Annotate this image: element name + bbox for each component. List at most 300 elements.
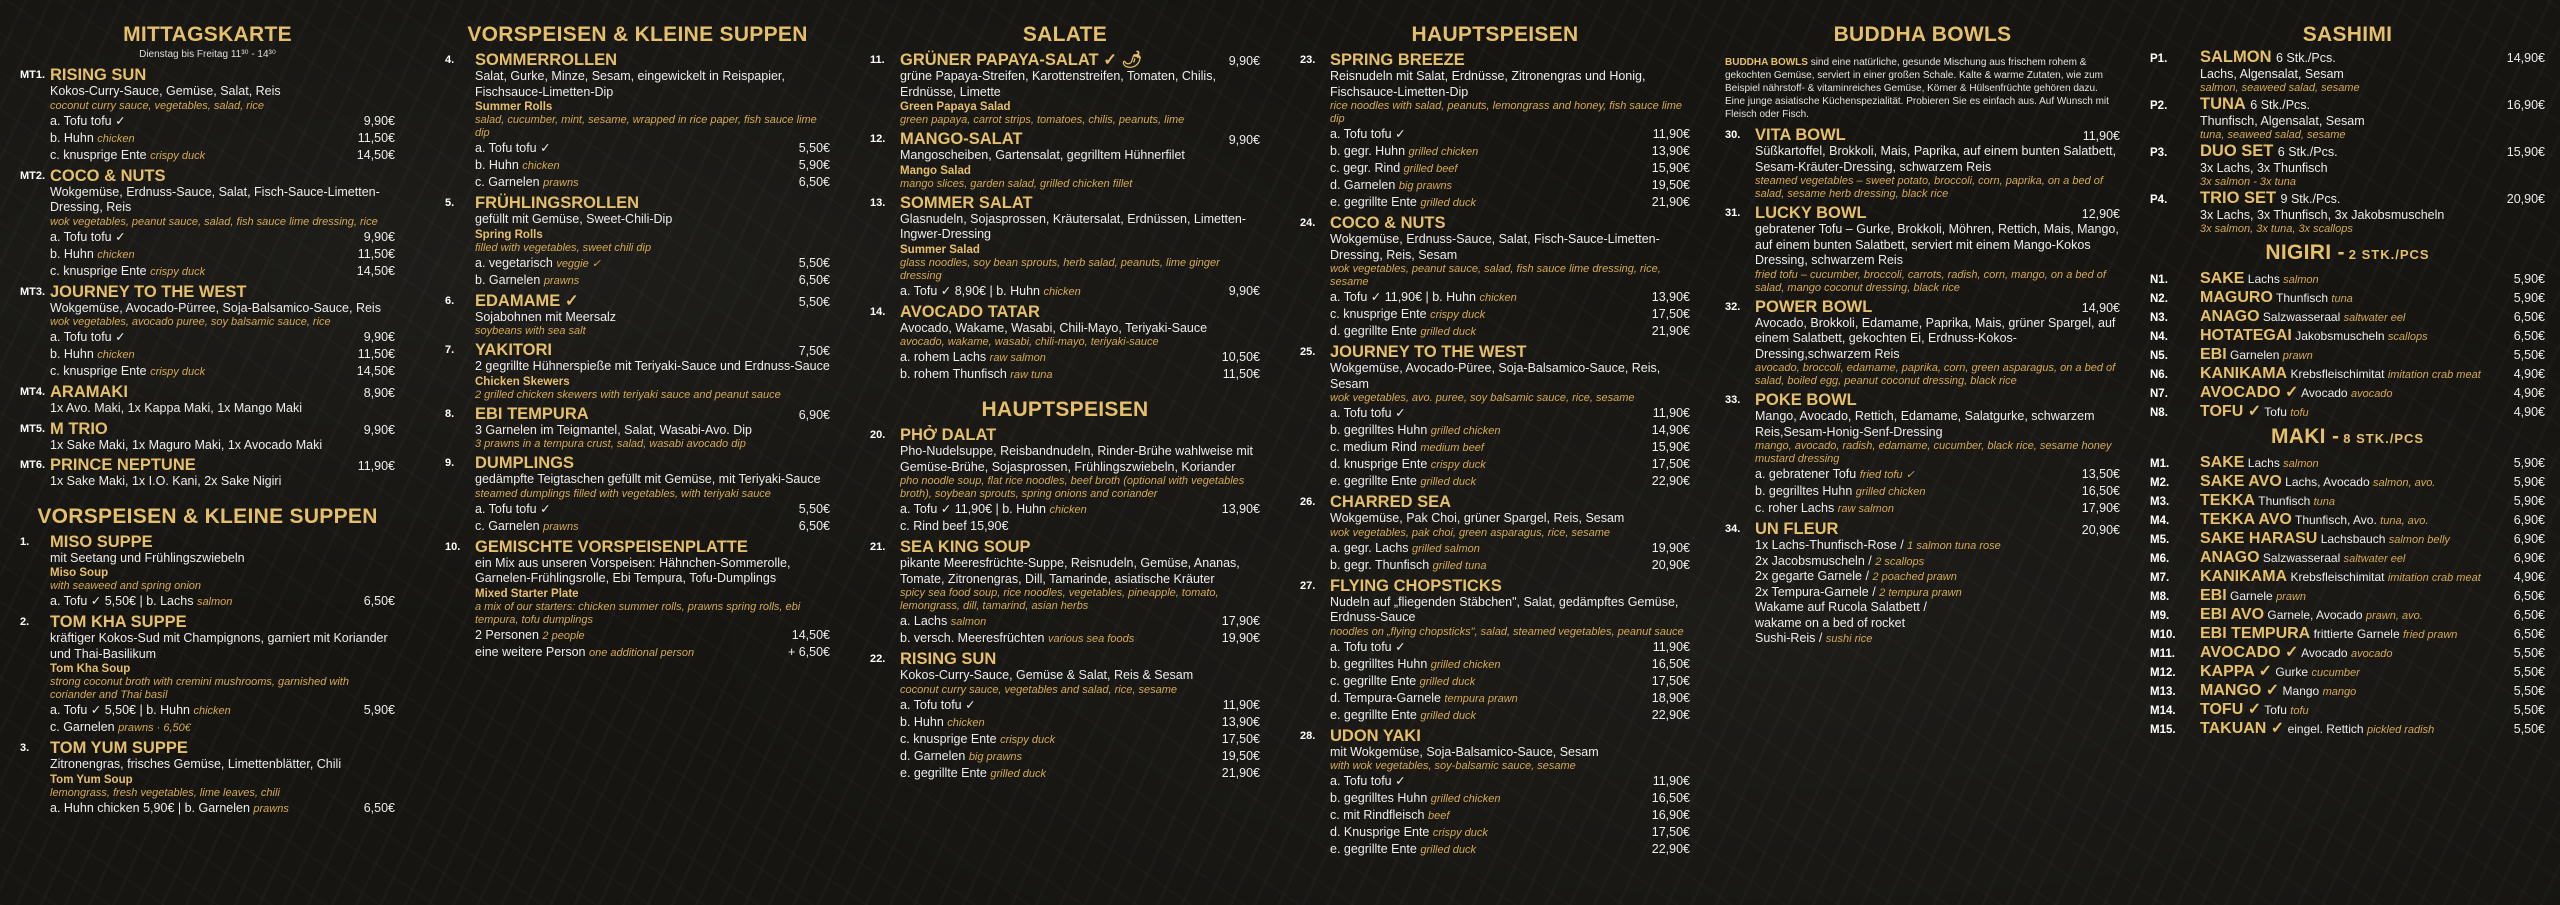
item-number: M5. <box>2150 534 2170 546</box>
item-number: MT3. <box>20 285 46 298</box>
item-de: Salzwasseraal <box>2262 551 2341 565</box>
variant-name: b. gegr. Huhn <box>1330 144 1406 158</box>
item-name: EDAMAME ✓ <box>475 291 579 310</box>
maki-item <box>2150 663 2545 680</box>
item-price: 14,90€ <box>2506 51 2545 65</box>
sashimi-row <box>2150 49 2545 95</box>
variant-english: tempura prawn <box>1444 692 1518 705</box>
variant-name: a. Tofu tofu ✓ <box>1330 127 1406 141</box>
item-header <box>2200 384 2545 401</box>
intro-text <box>1725 56 2120 121</box>
item-header <box>50 740 395 757</box>
variant-label <box>50 113 126 130</box>
item-body <box>2200 606 2545 623</box>
variant-name: d. gegrillte Ente <box>1330 324 1417 338</box>
name-wrap <box>2200 530 2450 547</box>
variant-label <box>900 366 1052 383</box>
variant-row <box>50 719 395 736</box>
column-sashimi <box>2150 22 2545 737</box>
item-description: Wokgemüse, Erdnuss-Sauce, Salat, Fisch-Sauce-Limetten-Dressing, Reis <box>50 184 380 214</box>
item-de: Lachs <box>2247 456 2280 470</box>
menu-item <box>445 406 830 452</box>
variant-english: grilled duck <box>1419 675 1476 688</box>
item-header <box>475 293 830 310</box>
item-name: COCO & NUTS <box>50 166 166 185</box>
variant-label <box>1330 439 1484 456</box>
line-en: sushi rice <box>1825 633 1873 645</box>
item-de: frittierte Garnele <box>2313 627 2400 641</box>
item-header <box>2200 606 2545 623</box>
variant-price: 17,50€ <box>1651 825 1690 839</box>
item-name: COCO & NUTS <box>1330 214 1446 232</box>
variant-price: 17,50€ <box>1651 457 1690 471</box>
variant-english: prawns · 6,50€ <box>118 722 191 734</box>
variant-row <box>1755 483 2120 500</box>
variant-row <box>1330 841 1690 858</box>
variant-row <box>475 174 830 191</box>
item-number: M4. <box>2150 515 2170 527</box>
item-english: wok vegetables, pak choi, green asparagus, rice, sesame <box>1330 526 1611 539</box>
variant-label <box>50 346 135 363</box>
sashimi-body <box>2200 143 2545 189</box>
variant-row <box>1330 194 1690 211</box>
variant-english: crispy duck <box>150 265 206 278</box>
item-de: Garnele <box>2230 589 2273 603</box>
item-number: 11. <box>870 54 885 66</box>
item-description: 2 gegrillte Hühnerspieße mit Teriyaki-Sauce und Erdnuss-Sauce <box>475 359 830 373</box>
item-english: steamed vegetables – sweet potato, broccoli, corn, paprika, on a bed of salad, sesame herb dressing, black rice <box>1755 175 2103 200</box>
item-translation: Summer Rolls <box>475 101 553 113</box>
variant-name: a. Tofu tofu ✓ <box>900 697 976 712</box>
menu-item <box>1300 578 1690 724</box>
variant-label <box>900 697 976 714</box>
variant-row <box>50 263 395 280</box>
item-body <box>2200 308 2545 325</box>
item-name: AVOCADO ✓ <box>2200 384 2299 401</box>
variant-name: e. gegrillte Ente <box>1330 842 1417 856</box>
variant-name: c. knusprige Ente <box>50 147 147 162</box>
name-wrap <box>2200 308 2405 325</box>
variant-english: medium beef <box>1420 442 1484 454</box>
item-name: UN FLEUR <box>1755 520 1839 538</box>
variant-row <box>50 593 395 610</box>
item-header <box>900 195 1260 212</box>
item-name: FLYING CHOPSTICKS <box>1330 576 1502 595</box>
item-english: salmon, avo. <box>2373 477 2436 489</box>
variant-row <box>1330 673 1690 690</box>
variant-label <box>475 627 585 644</box>
item-tag: 6 Stk./Pcs. <box>2277 145 2338 159</box>
name-wrap <box>2200 49 2336 67</box>
item-description: Sojabohnen mit Meersalz <box>475 309 617 324</box>
variant-english: chicken <box>1479 292 1517 304</box>
item-english: wok vegetables, peanut sauce, salad, fish sauce lime dressing, rice, sesame <box>1330 263 1661 288</box>
variant-label <box>1330 323 1476 340</box>
variant-name: a. Tofu tofu ✓ <box>475 141 551 155</box>
item-english: prawn <box>2282 350 2313 362</box>
name-wrap <box>2200 143 2338 161</box>
item-number: 13. <box>870 196 886 209</box>
variant-row <box>900 731 1260 748</box>
variant-name: b. Huhn <box>50 130 94 145</box>
item-english: salmon, seaweed salad, sesame <box>2200 82 2360 94</box>
menu-item <box>445 539 830 661</box>
variant-row <box>1330 306 1690 323</box>
variant-price: 17,90€ <box>2081 501 2120 515</box>
variant-english: crispy duck <box>150 149 206 162</box>
variant-price: 6,50€ <box>363 800 395 815</box>
variant-row <box>1330 143 1690 160</box>
variant-row <box>475 627 830 644</box>
variant-row <box>50 363 395 380</box>
item-number: MT1. <box>20 69 46 81</box>
variant-label <box>1330 690 1518 707</box>
maki-item <box>2150 587 2545 604</box>
variant-price: 11,50€ <box>357 130 395 145</box>
item-body <box>2200 530 2545 547</box>
item-description: grüne Papaya-Streifen, Karottenstreifen, Tomaten, Chilis, Erdnüsse, Limette <box>900 69 1216 99</box>
line-de: Sushi-Reis / <box>1755 631 1823 645</box>
item-header <box>2200 644 2545 661</box>
item-english: green papaya, carrot strips, tomatoes, chilis, peanuts, lime <box>900 114 1185 126</box>
name-wrap <box>2200 454 2319 471</box>
item-description: Mango, Avocado, Rettich, Edamame, Salatgurke, schwarzem Reis,Sesam-Honig-Senf-Dressing <box>1755 409 2095 439</box>
item-number: N5. <box>2150 350 2168 362</box>
item-number: M10. <box>2150 629 2176 641</box>
item-number: 34. <box>1725 523 1741 535</box>
item-header <box>1330 578 1690 595</box>
item-english: spicy sea food soup, rice noodles, vegetables, pineapple, tomato, lemongrass, dill, tamarind, asian herbs <box>900 587 1219 612</box>
nigiri-item <box>2150 384 2545 401</box>
item-description: Kokos-Curry-Sauce, Gemüse, Salat, Reis <box>50 84 281 98</box>
variant-price: 11,50€ <box>357 246 395 261</box>
variant-row <box>475 272 830 289</box>
variant-english: grilled duck <box>990 767 1046 780</box>
item-header <box>2200 49 2545 67</box>
item-body <box>2200 384 2545 401</box>
variant-price: 9,90€ <box>363 330 395 344</box>
variant-name: a. Lachs <box>900 614 948 628</box>
variant-name: c. gegrillte Ente <box>1330 673 1417 688</box>
item-body <box>2200 701 2545 718</box>
variant-row <box>1755 466 2120 483</box>
item-de: Krebsfleischimitat <box>2290 570 2385 584</box>
item-name: YAKITORI <box>475 341 553 359</box>
item-de: Tofu <box>2264 405 2287 419</box>
item-description: Kokos-Curry-Sauce, Gemüse & Salat, Reis & Sesam <box>900 668 1194 682</box>
variant-price: 21,90€ <box>1651 324 1690 338</box>
name-wrap <box>2200 720 2434 737</box>
item-body <box>2200 549 2545 566</box>
item-english: rice noodles with salad, peanuts, lemongrass and honey, fish sauce lime dip <box>1330 100 1682 125</box>
name-wrap <box>2200 644 2393 661</box>
section-title-nigiri <box>2150 240 2545 268</box>
variant-name: b. gegrilltes Huhn <box>1330 656 1428 671</box>
variant-name: d. Garnelen <box>900 748 966 763</box>
menu-item <box>1725 392 2120 517</box>
variant-name: a. gebratener Tofu <box>1755 467 1857 481</box>
item-description: Wokgemüse, Erdnuss-Sauce, Salat, Fisch-Sauce-Limetten-Dressing, Reis, Sesam <box>1330 232 1660 262</box>
menu-list <box>870 52 1260 383</box>
column-buddha-bowls <box>1725 22 2120 647</box>
name-wrap <box>2200 568 2481 585</box>
variant-english: prawns <box>543 274 580 287</box>
menu-item <box>20 534 395 611</box>
item-body <box>2200 289 2545 306</box>
variant-row <box>1330 639 1690 656</box>
item-header <box>1330 728 1690 745</box>
item-de: Mango <box>2282 684 2320 698</box>
section-title: VORSPEISEN & KLEINE SUPPEN <box>467 23 808 46</box>
variant-english: grilled chicken <box>1408 146 1479 158</box>
item-body <box>2200 663 2545 680</box>
item-description: gefüllt mit Gemüse, Sweet-Chili-Dip <box>475 212 673 226</box>
menu-item <box>445 52 830 191</box>
variant-price: 9,90€ <box>1228 283 1260 298</box>
item-description: Pho-Nudelsuppe, Reisbandnudeln, Rinder-Brühe wahlweise mit Gemüse-Brühe, Sojasprossen, Frühlingszwiebeln, Koriander <box>900 444 1253 474</box>
variant-price: 5,50€ <box>798 255 830 270</box>
item-description: gedämpfte Teigtaschen gefüllt mit Gemüse, mit Teriyaki-Sauce <box>475 472 821 486</box>
variant-name: e. gegrillte Ente <box>1330 195 1417 209</box>
item-de: Thunfisch <box>2276 291 2329 305</box>
item-line <box>1755 616 2120 632</box>
item-name: ARAMAKI <box>50 383 128 401</box>
item-header <box>2200 682 2545 699</box>
item-de: Avocado <box>2301 386 2348 400</box>
maki-item <box>2150 720 2545 737</box>
item-name: MISO SUPPE <box>50 532 153 551</box>
item-description: 1x Sake Maki, 1x Maguro Maki, 1x Avocado Maki <box>50 437 323 452</box>
menu-item <box>1300 344 1690 490</box>
variant-english: grilled chicken <box>1855 486 1926 498</box>
nigiri-item <box>2150 308 2545 325</box>
variant-price: 13,90€ <box>1221 502 1260 516</box>
item-english: wok vegetables, avocado puree, soy balsamic sauce, rice <box>50 316 331 328</box>
item-header <box>900 539 1260 556</box>
item-name: SAKE AVO <box>2200 473 2282 490</box>
variant-name: c. knusprige Ente <box>50 263 147 278</box>
item-number: N3. <box>2150 312 2168 324</box>
item-description: Nudeln auf „fliegenden Stäbchen", Salat, gedämpftes Gemüse, Erdnuss-Sauce <box>1330 594 1679 624</box>
menu-list <box>445 52 830 661</box>
item-de: Lachs, Avocado <box>2285 475 2370 489</box>
name-wrap <box>2200 625 2457 642</box>
item-body <box>2200 720 2545 737</box>
item-number: 24. <box>1300 217 1316 229</box>
variant-name: a. Tofu ✓ 8,90€ | b. Huhn <box>900 283 1040 298</box>
variant-english: crispy duck <box>1000 733 1056 746</box>
variant-name: b. gegrilltes Huhn <box>1755 484 1853 498</box>
item-description: mit Wokgemüse, Soja-Balsamico-Sauce, Sesam <box>1330 744 1599 759</box>
variant-row <box>900 501 1260 518</box>
variant-price: 18,90€ <box>1651 690 1690 705</box>
item-header <box>50 614 395 631</box>
variant-row <box>900 630 1260 647</box>
item-body <box>2200 625 2545 642</box>
item-description: 3 Garnelen im Teigmantel, Salat, Wasabi-Avo. Dip <box>475 422 752 437</box>
name-wrap <box>2200 473 2435 490</box>
item-price: 4,90€ <box>2513 367 2545 381</box>
item-header <box>900 651 1260 668</box>
item-body <box>2200 473 2545 490</box>
item-description: Lachs, Algensalat, Sesam <box>2200 67 2344 81</box>
variant-row <box>50 329 395 346</box>
variant-price: 14,90€ <box>1651 423 1690 437</box>
variant-english: grilled duck <box>1420 844 1476 856</box>
variant-english: grilled duck <box>1420 326 1476 338</box>
variant-english: chicken <box>97 349 135 361</box>
item-price: 7,50€ <box>798 344 830 358</box>
item-name: JOURNEY TO THE WEST <box>1330 343 1527 361</box>
variant-english: chicken <box>522 160 560 172</box>
item-number: 2. <box>20 616 30 628</box>
variant-name: d. Tempura-Garnele <box>1330 690 1441 705</box>
section-title: HAUPTSPEISEN <box>1411 23 1579 46</box>
item-number: 25. <box>1300 346 1316 358</box>
variant-name: a. vegetarisch <box>475 255 553 270</box>
item-header <box>475 539 830 556</box>
item-number: N6. <box>2150 369 2168 381</box>
variant-label <box>50 147 205 164</box>
variant-row <box>900 366 1260 383</box>
item-english: coconut curry sauce, vegetables and salad, rice, sesame <box>900 683 1177 696</box>
variant-price: 13,90€ <box>1651 144 1690 158</box>
column-mittagskarte <box>20 22 395 817</box>
item-price: 5,50€ <box>2513 665 2545 679</box>
nigiri-qty: 2 STK./PCS <box>2348 247 2430 262</box>
variant-label <box>900 501 1087 518</box>
menu-item <box>870 131 1260 191</box>
item-header <box>1755 127 2120 144</box>
variant-label <box>1330 841 1476 858</box>
variant-name: c. knusprige Ente <box>50 364 147 378</box>
variant-price: 16,50€ <box>1651 791 1690 805</box>
line-de: 1x Lachs-Thunfisch-Rose / <box>1755 538 1904 552</box>
variant-name: b. rohem Thunfisch <box>900 367 1007 381</box>
name-wrap <box>2200 682 2356 699</box>
variant-label <box>475 644 694 661</box>
variant-row <box>1330 323 1690 340</box>
item-name: KANIKAMA <box>2200 365 2288 382</box>
item-english: cucumber <box>2311 667 2360 679</box>
variant-row <box>1330 807 1690 824</box>
menu-item <box>20 284 395 381</box>
variant-name: 2 Personen <box>475 627 539 642</box>
item-name: SAKE HARASU <box>2200 530 2318 547</box>
variant-row <box>900 697 1260 714</box>
item-name: GRÜNER PAPAYA-SALAT ✓ 🌶 <box>900 51 1143 69</box>
section-title-maki <box>2150 424 2545 452</box>
variant-row <box>1330 540 1690 557</box>
item-de: Jakobsmuscheln <box>2295 329 2385 343</box>
variant-english: salmon <box>950 616 987 628</box>
variant-name: a. Huhn chicken 5,90€ | b. Garnelen <box>50 800 250 815</box>
item-price: 5,50€ <box>2513 348 2545 362</box>
variant-row <box>900 349 1260 366</box>
variant-row <box>50 702 395 719</box>
item-number: 20. <box>870 429 886 441</box>
item-name: TAKUAN ✓ <box>2200 720 2285 737</box>
item-description: Wokgemüse, Pak Choi, grüner Spargel, Reis, Sesam <box>1330 511 1625 525</box>
menu-list <box>1300 52 1690 858</box>
section-title: MITTAGSKARTE <box>123 23 292 46</box>
variant-row <box>1330 405 1690 422</box>
variant-label <box>900 283 1081 300</box>
item-english: salmon <box>2283 274 2319 286</box>
item-header <box>1330 215 1690 232</box>
item-english: tuna, seaweed salad, sesame <box>2200 129 2346 141</box>
item-number: M6. <box>2150 553 2170 565</box>
item-de: eingel. Rettich <box>2287 722 2364 736</box>
variant-name: b. Huhn <box>900 714 944 729</box>
item-english: with seaweed and spring onion <box>50 580 202 592</box>
item-header <box>1330 344 1690 361</box>
item-body <box>2200 682 2545 699</box>
item-name: MANGO-SALAT <box>900 130 1023 148</box>
item-price: 5,90€ <box>2513 272 2545 286</box>
item-translation: Mango Salad <box>900 164 971 177</box>
variant-name: b. Garnelen <box>475 272 541 287</box>
variant-price: 11,90€ <box>1652 127 1690 141</box>
variant-row <box>1330 160 1690 177</box>
variant-english: crispy duck <box>1430 309 1486 321</box>
variant-name: a. rohem Lachs <box>900 350 987 364</box>
variant-label <box>1330 126 1406 143</box>
nigiri-item <box>2150 289 2545 306</box>
variant-label <box>1330 673 1475 690</box>
section-title: HAUPTSPEISEN <box>981 398 1149 421</box>
item-header <box>900 304 1260 321</box>
variant-price: 14,50€ <box>356 364 395 378</box>
variant-label <box>50 702 231 719</box>
item-english: glass noodles, soy bean sprouts, herb salad, peanuts, lime ginger dressing <box>900 256 1220 282</box>
item-name: SPRING BREEZE <box>1330 51 1465 69</box>
menu-item <box>870 427 1260 535</box>
menu-item <box>20 740 395 817</box>
variant-price: + 6,50€ <box>787 644 830 659</box>
menu-item <box>20 168 395 280</box>
menu-item <box>20 457 395 490</box>
item-price: 20,90€ <box>2506 192 2545 206</box>
variant-price: 6,50€ <box>798 518 830 533</box>
maki-item <box>2150 568 2545 585</box>
variant-name: a. Tofu ✓ 5,50€ | b. Lachs <box>50 594 194 608</box>
variant-label <box>1330 656 1500 673</box>
variant-name: c. Garnelen <box>50 720 115 734</box>
item-number: P1. <box>2150 53 2168 65</box>
sashimi-row <box>2150 96 2545 142</box>
item-header <box>2200 308 2545 325</box>
variant-name: b. Huhn <box>475 158 519 172</box>
item-number: N8. <box>2150 407 2168 419</box>
item-header <box>2200 473 2545 490</box>
variant-price: 5,50€ <box>798 501 830 516</box>
variant-label <box>900 349 1046 366</box>
variant-price: 9,90€ <box>363 229 395 244</box>
name-wrap <box>2200 270 2319 287</box>
item-line <box>1755 569 2120 585</box>
section-title: VORSPEISEN & KLEINE SUPPEN <box>37 504 378 528</box>
item-english: with wok vegetables, soy-balsamic sauce, sesame <box>1330 760 1576 772</box>
variant-row <box>50 246 395 263</box>
variant-price: 11,90€ <box>1652 774 1690 788</box>
item-de: Salzwasseraal <box>2262 310 2341 324</box>
variant-name: a. Tofu tofu ✓ <box>1330 406 1406 420</box>
variant-name: a. Tofu tofu ✓ <box>475 501 551 516</box>
sashimi-body <box>2200 190 2545 236</box>
variant-label <box>1330 289 1517 306</box>
variant-label <box>1330 405 1406 422</box>
